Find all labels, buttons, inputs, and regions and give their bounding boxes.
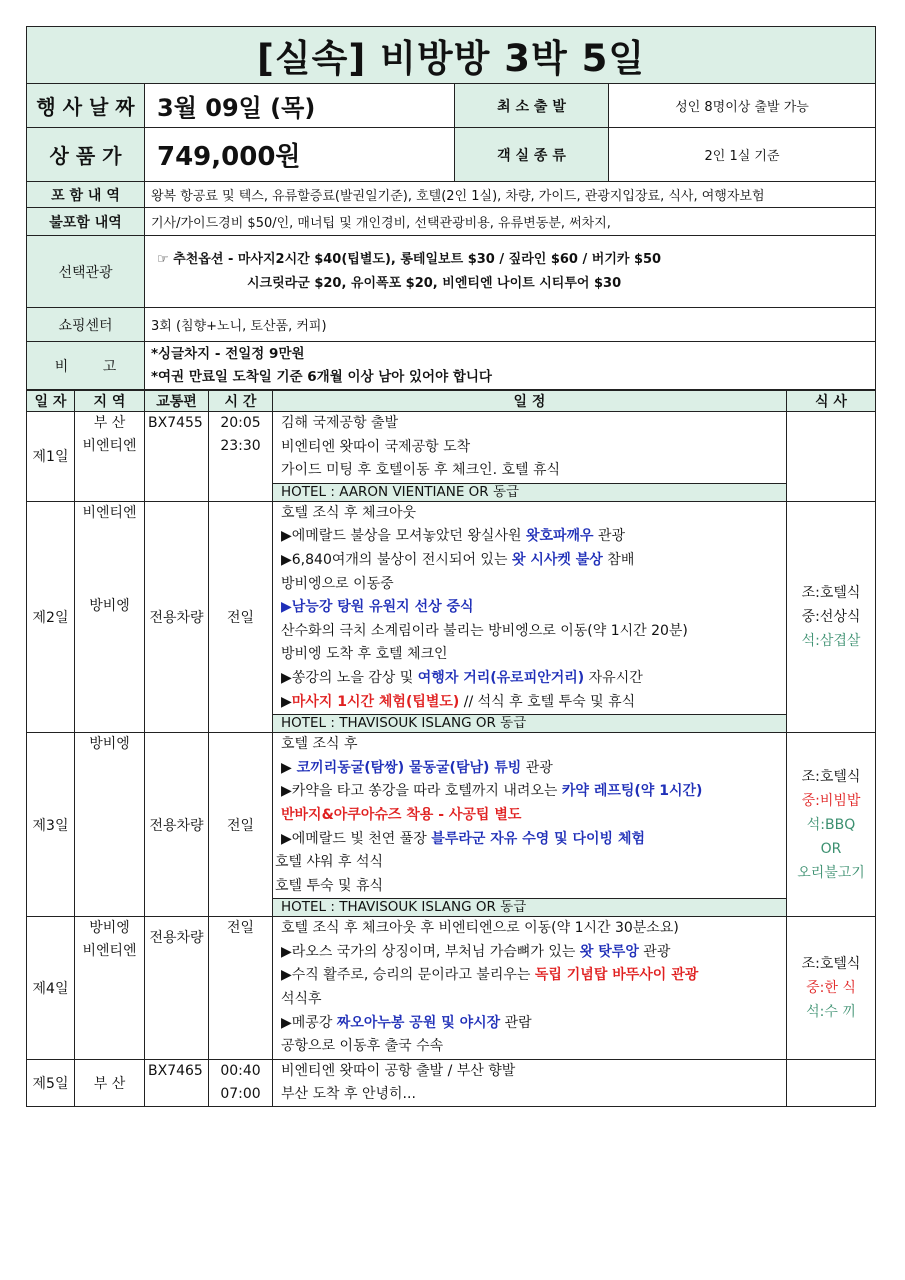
meal-breakfast: 조:호텔식	[801, 956, 861, 973]
region-line: 방비엥	[89, 736, 130, 753]
meal-cell	[787, 412, 876, 502]
header-transport: 교통편	[145, 391, 209, 412]
meal-dinner: 석:삼겹살	[801, 632, 861, 649]
schedule-line: 호텔 조식 후	[281, 736, 358, 753]
header-meal: 식 사	[787, 391, 876, 412]
date-value: 3월 09일 (목)	[145, 84, 455, 128]
meal-breakfast: 조:호텔식	[801, 584, 861, 601]
region-line: 비엔티엔	[82, 438, 137, 454]
time-line: 07:00	[220, 1085, 261, 1102]
time-line: 20:05	[220, 415, 261, 431]
day-label: 제4일	[27, 917, 75, 1060]
schedule-line: 호텔 샤워 후 석식	[275, 854, 384, 871]
schedule-line: ▶카약을 타고 쏭강을 따라 호텔까지 내려오는 카약 레프팅(약 1시간)	[281, 783, 703, 800]
schedule-line: 부산 도착 후 안녕히...	[281, 1085, 416, 1102]
schedule-cell	[273, 1059, 787, 1106]
remark-line-1: *싱글차지 - 전일정 9만원	[151, 345, 305, 362]
remark-cell	[145, 342, 876, 390]
schedule-line: 김해 국제공항 출발	[281, 415, 399, 431]
header-region: 지 역	[75, 391, 145, 412]
page-title: [실속] 비방방 3박 5일	[27, 27, 876, 84]
region-line: 방비엥	[89, 920, 130, 937]
meal-lunch: 중:선상식	[801, 608, 861, 625]
time-value: 전일	[226, 920, 255, 937]
transport-cell	[145, 412, 209, 502]
schedule-line: 방비엥으로 이동중	[281, 575, 394, 592]
day-row-4	[27, 917, 876, 1060]
include-value: 왕복 항공료 및 텍스, 유류할증료(발권일기준), 호텔(2인 1실), 차량, 가이드, 관광지입장료, 식사, 여행자보험	[145, 182, 876, 208]
time-cell	[209, 1059, 273, 1106]
room-type-value: 2인 1실 기준	[609, 128, 876, 182]
day-row-2	[27, 501, 876, 732]
header-time: 시 간	[209, 391, 273, 412]
schedule-line: 호텔 투숙 및 휴식	[275, 877, 384, 894]
schedule-cell	[273, 412, 787, 502]
schedule-line: 방비엥 도착 후 호텔 체크인	[281, 646, 448, 663]
transport-cell: 전용차량	[145, 733, 209, 917]
header-day: 일 자	[27, 391, 75, 412]
flight-number: BX7465	[148, 1062, 203, 1079]
meal-cell	[787, 1059, 876, 1106]
meal-dinner-alt: 오리불고기	[797, 864, 865, 881]
schedule-line: 호텔 조식 후 체크아웃	[281, 504, 417, 521]
time-line: 00:40	[220, 1062, 261, 1079]
schedule-line: ▶메콩강 짜오아누봉 공원 및 야시장 관람	[281, 1014, 532, 1031]
region-cell	[75, 412, 145, 502]
day-label: 제5일	[27, 1059, 75, 1106]
remark-label: 비 고	[27, 342, 145, 390]
day-row-3	[27, 733, 876, 917]
schedule-line: 호텔 조식 후 체크아웃 후 비엔티엔으로 이동(약 1시간 30분소요)	[281, 920, 679, 937]
meal-lunch: 중:비빔밥	[801, 792, 861, 809]
schedule-line: 공항으로 이동후 출국 수속	[281, 1038, 444, 1055]
schedule-line: ▶에메랄드 빛 천연 풀장 블루라군 자유 수영 및 다이빙 체험	[281, 830, 646, 847]
day-label: 제2일	[27, 501, 75, 732]
option-cell	[145, 236, 876, 308]
transport-cell: 전용차량	[145, 501, 209, 732]
flight-number: BX7455	[148, 415, 203, 431]
time-cell: 전일	[209, 733, 273, 917]
schedule-cell	[273, 733, 787, 917]
include-label: 포 함 내 역	[27, 182, 145, 208]
itinerary-table	[26, 390, 876, 1107]
transport-cell	[145, 1059, 209, 1106]
price-label: 상 품 가	[27, 128, 145, 182]
meal-dinner: 석:수 끼	[806, 1004, 856, 1021]
shopping-label: 쇼핑센터	[27, 308, 145, 342]
meal-lunch: 중:한 식	[806, 980, 856, 997]
time-line: 23:30	[220, 438, 261, 454]
min-departure-label: 최 소 출 발	[455, 84, 609, 128]
option-line-2: 시크릿라군 $20, 유이폭포 $20, 비엔티엔 나이트 시티투어 $30	[247, 275, 622, 291]
header-schedule: 일 정	[273, 391, 787, 412]
schedule-line: ▶ 코끼리동굴(탐쌍) 물동굴(탐남) 튜빙 관광	[281, 759, 553, 776]
room-type-label: 객 실 종 류	[455, 128, 609, 182]
region-line: 부 산	[93, 415, 126, 431]
schedule-line: 산수화의 극치 소계림이라 불리는 방비엥으로 이동(약 1시간 20분)	[281, 622, 688, 639]
transport-cell	[145, 917, 209, 1060]
schedule-line: 비엔티엔 왓따이 공항 출발 / 부산 향발	[281, 1062, 516, 1079]
hotel-line: HOTEL : THAVISOUK ISLANG OR 동급	[273, 898, 786, 916]
time-cell	[209, 917, 273, 1060]
exclude-value: 기사/가이드경비 $50/인, 매너팁 및 개인경비, 선택관광비용, 유류변동분, 써차지,	[145, 208, 876, 236]
meal-cell	[787, 501, 876, 732]
day-row-5	[27, 1059, 876, 1106]
schedule-line: 가이드 미팅 후 호텔이동 후 체크인. 호텔 휴식	[281, 462, 561, 479]
date-label: 행 사 날 짜	[27, 84, 145, 128]
day-row-1	[27, 412, 876, 502]
meal-breakfast: 조:호텔식	[801, 768, 861, 785]
price-value: 749,000원	[145, 128, 455, 182]
hotel-line: HOTEL : THAVISOUK ISLANG OR 동급	[273, 714, 786, 732]
schedule-cell	[273, 501, 787, 732]
region-line: 비엔티엔	[82, 943, 137, 960]
region-cell	[75, 733, 145, 917]
hotel-line: HOTEL : AARON VIENTIANE OR 동급	[273, 483, 786, 501]
schedule-line: ▶에메랄드 불상을 모셔놓았던 왕실사원 왓호파깨우 관광	[281, 528, 626, 545]
option-line-1: ☞ 추천옵션 - 마사지2시간 $40(팁별도), 롱테일보트 $30 / 짚라인 $60 / 버기카 $50	[157, 251, 662, 267]
schedule-line: ▶남능강 탕원 유원지 선상 중식	[281, 599, 474, 616]
meal-dinner: 석:BBQ	[806, 816, 856, 833]
day-label: 제1일	[27, 412, 75, 502]
info-table	[26, 26, 876, 390]
schedule-cell	[273, 917, 787, 1060]
day-label: 제3일	[27, 733, 75, 917]
region-line: 방비엥	[89, 597, 130, 614]
schedule-line: ▶쏭강의 노을 감상 및 여행자 거리(유로피안거리) 자유시간	[281, 669, 643, 686]
schedule-line: ▶수직 활주로, 승리의 문이라고 불리우는 독립 기념탑 바뚜사이 관광	[281, 967, 699, 984]
region-line: 비엔티엔	[82, 504, 137, 521]
meal-dinner-alt: OR	[820, 840, 842, 857]
schedule-line: ▶마사지 1시간 체험(팁별도) // 석식 후 호텔 투숙 및 휴식	[281, 693, 636, 710]
remark-line-2: *여권 만료일 도착일 기준 6개월 이상 남아 있어야 합니다	[151, 368, 492, 385]
option-label: 선택관광	[27, 236, 145, 308]
itinerary-sheet	[26, 26, 875, 1107]
schedule-line: ▶6,840여개의 불상이 전시되어 있는 왓 시사켓 불상 참배	[281, 551, 635, 568]
time-cell	[209, 412, 273, 502]
exclude-label: 불포함 내역	[27, 208, 145, 236]
shopping-value: 3회 (침향+노니, 토산품, 커피)	[145, 308, 876, 342]
schedule-line: 석식후	[281, 991, 322, 1008]
region-cell	[75, 917, 145, 1060]
schedule-line: ▶라오스 국가의 상징이며, 부처님 가슴뼈가 있는 왓 탓루앙 관광	[281, 943, 671, 960]
region-cell	[75, 501, 145, 732]
meal-cell	[787, 917, 876, 1060]
schedule-line: 비엔티엔 왓따이 국제공항 도착	[281, 438, 471, 455]
schedule-line: 반바지&아쿠아슈즈 착용 - 사공팁 별도	[281, 806, 522, 823]
transport-value: 전용차량	[149, 930, 204, 947]
meal-cell	[787, 733, 876, 917]
time-cell: 전일	[209, 501, 273, 732]
min-departure-value: 성인 8명이상 출발 가능	[609, 84, 876, 128]
region-cell: 부 산	[75, 1059, 145, 1106]
